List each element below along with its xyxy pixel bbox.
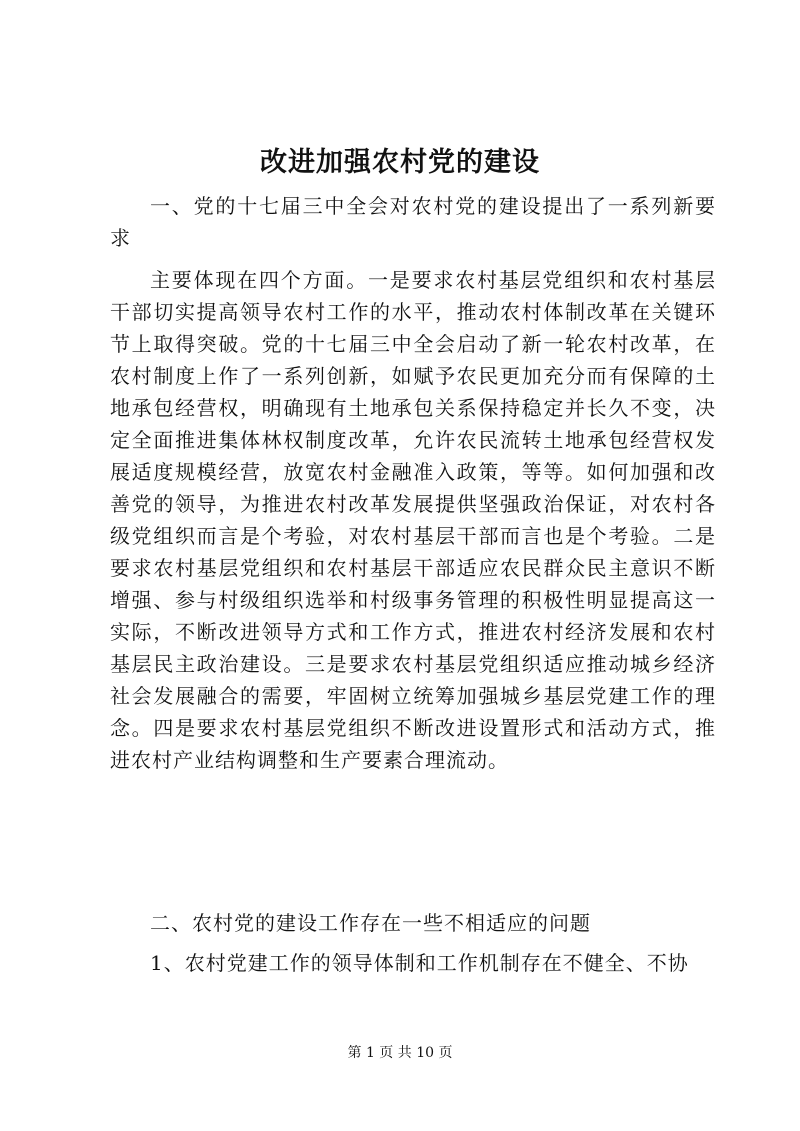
document-title: 改进加强农村党的建设 <box>260 147 540 178</box>
section-heading-1: 一、党的十七届三中全会对农村党的建设提出了一系列新要求 <box>110 194 716 250</box>
page-number: 第 1 页 共 10 页 <box>347 1045 453 1061</box>
section-paragraph-1: 主要体现在四个方面。一是要求农村基层党组织和农村基层干部切实提高领导农村工作的水平，推动农村体制改革在关键环节上取得突破。党的十七届三中全会启动了新一轮农村改革，在农村制度上作了一系列创新，如赋予农民更加充分而有保障的土地承包经营权，明确现有土地承包关系保持稳定并长久不变，决定全面推进集体林权制度改革，允许农民流转土地承包经营权发展适度规模经营，放宽农村金融准入政策，等等。如何加强和改善党的领导，为推进农村改革发展提供坚强政治保证，对农村各级党组织而言是个考验，对农村基层干部而言也是个考验。二是要求农村基层党组织和农村基层干部适应农民群众民主意识不断增强、参与村级组织选举和村级事务管理的积极性明显提高这一实际，不断改进领导方式和工作方式，推进农村经济发展和农村基层民主政治建设。三是要求农村基层党组织适应推动城乡经济社会发展融合的需要，牢固树立统筹加强城乡基层党建工作的理念。四是要求农村基层党组织不断改进设置形式和活动方式，推进农村产业结构调整和生产要素合理流动。 <box>110 268 716 772</box>
section-item-1: 1、农村党建工作的领导体制和工作机制存在不健全、不协 <box>150 951 689 975</box>
section-heading-2: 二、农村党的建设工作存在一些不相适应的问题 <box>150 911 591 935</box>
